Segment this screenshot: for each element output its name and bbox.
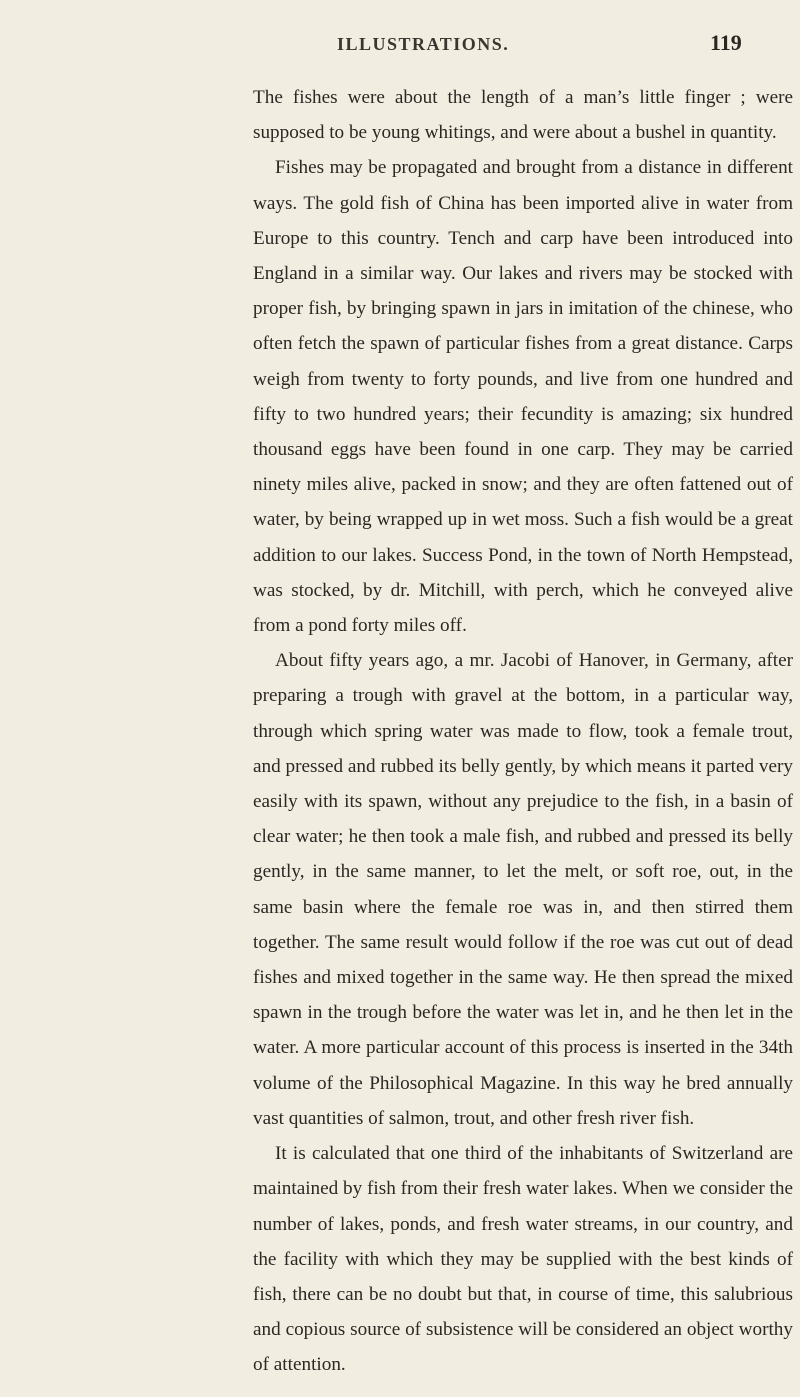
page-number: 119 <box>710 30 742 55</box>
running-title: ILLUSTRATIONS. <box>337 34 510 54</box>
paragraph: It is calculated that one third of the inhabitants of Switzerland are maintained by fish from their fresh water lakes. When we consider the number of lakes, ponds, and fresh water streams, in our country, and the facility with which they may be supplied with the best kinds of fish, there can be no doubt but that, in course of time, this salubrious and copious source of subsistence will be considered an object worthy of attention. <box>253 1143 793 1376</box>
paragraph: The fishes were about the length of a man’s little finger ; were supposed to be young whitings, and were about a bushel in quantity. <box>253 87 793 144</box>
page-header <box>0 22 800 62</box>
paragraph: Fishes may be propagated and brought from a distance in different ways. The gold fish of China has been imported alive in water from Europe to this country. Tench and carp have been introduced into England in a similar way. Our lakes and rivers may be stocked with proper fish, by bringing spawn in jars in imitation of the chinese, who often fetch the spawn of particular fishes from a great distance. Carps weigh from twenty to forty pounds, and live from one hundred and fifty to two hundred years; their fecundity is amazing; six hundred thousand eggs have been found in one carp. They may be carried ninety miles alive, packed in snow; and they are often fattened out of water, by being wrapped up in wet moss. Such a fish would be a great addition to our lakes. Success Pond, in the town of North Hempstead, was stocked, by dr. Mitchill, with perch, which he conveyed alive from a pond forty miles off. <box>253 157 793 637</box>
body-text <box>253 80 793 1383</box>
paragraph: About fifty years ago, a mr. Jacobi of Hanover, in Germany, after preparing a trough with gravel at the bottom, in a particular way, through which spring water was made to flow, took a female trout, and pressed and rubbed its belly gently, by which means it parted very easily with its spawn, without any prejudice to the fish, in a basin of clear water; he then took a male fish, and rubbed and pressed its belly gently, in the same manner, to let the melt, or soft roe, out, in the same basin where the female roe was in, and then stirred them together. The same result would follow if the roe was cut out of dead fishes and mixed together in the same way. He then spread the mixed spawn in the trough before the water was let in, and he then let in the water. A more particular account of this process is inserted in the 34th volume of the Philosophical Magazine. In this way he bred annually vast quantities of salmon, trout, and other fresh river fish. <box>253 650 793 1129</box>
